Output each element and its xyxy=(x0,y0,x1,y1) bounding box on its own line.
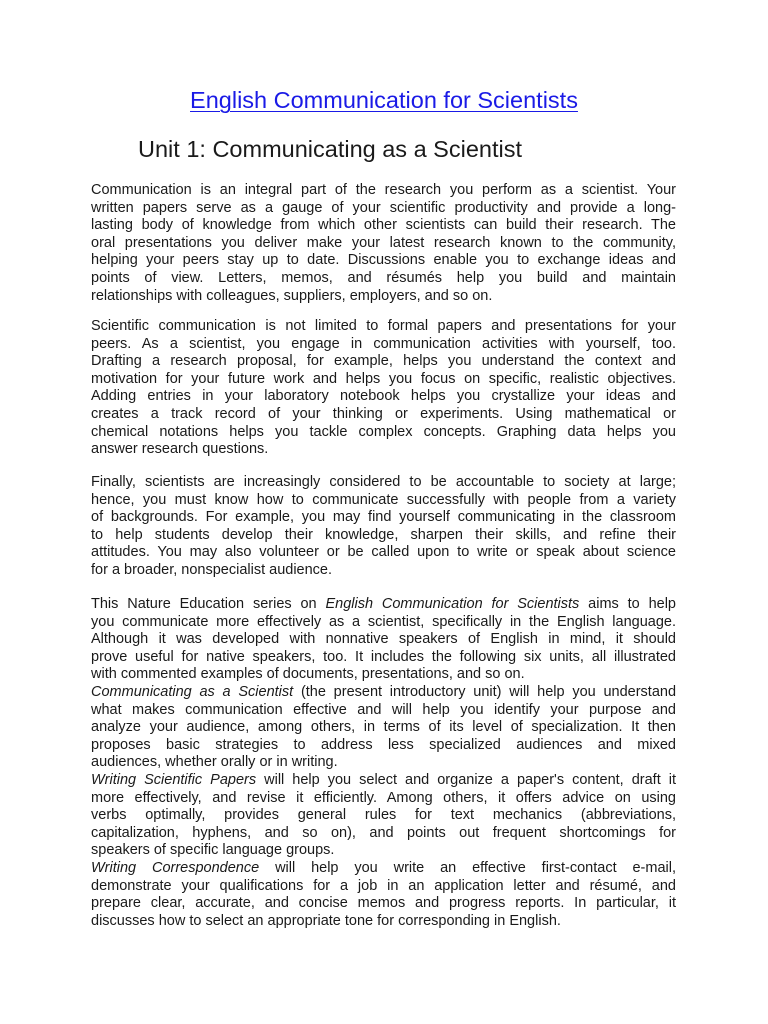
text-line: proposes basic strategies to address less specialized audiences and mixed xyxy=(91,736,676,753)
text-line: with commented examples of documents, presentations, and so on. xyxy=(91,666,525,683)
text-line: chemical notations helps you tackle complex concepts. Graphing data helps you xyxy=(91,423,676,440)
text-line: prepare clear, accurate, and concise memos and progress reports. In particular, it xyxy=(91,895,676,912)
text-line: attitudes. You may also volunteer or be called upon to write or speak about science xyxy=(91,544,676,561)
text-line: discusses how to select an appropriate tone for corresponding in English. xyxy=(91,912,561,929)
unit-description-writing-correspondence: Writing Correspondence will help you write an effective first-contact e-mail, xyxy=(91,859,676,876)
text-line: creates a track record of your thinking or experiments. Using mathematical or xyxy=(91,405,676,422)
paragraph-series-overview xyxy=(91,596,676,930)
paragraph-scientific-communication xyxy=(91,318,676,459)
text-line: capitalization, hyphens, and so on), and points out frequent shortcomings for xyxy=(91,824,676,841)
text-line: more effectively, and revise it efficiently. Among others, it offers advice on using xyxy=(91,789,676,806)
text-line: what makes communication effective and will help you identify your purpose and xyxy=(91,701,676,718)
text-line: oral presentations you deliver make your latest research known to the community, xyxy=(91,234,676,251)
text-line: relationships with colleagues, suppliers, employers, and so on. xyxy=(91,287,493,304)
unit-heading: Unit 1: Communicating as a Scientist xyxy=(138,136,522,162)
document-title-link[interactable]: English Communication for Scientists xyxy=(190,87,578,113)
series-title: English Communication for Scientists xyxy=(325,596,580,612)
text-line: Scientific communication is not limited to formal papers and presentations for your xyxy=(91,318,676,334)
text-line: Finally, scientists are increasingly considered to be accountable to society at large; xyxy=(91,474,676,490)
unit-description-communicating: Communicating as a Scientist (the present introductory unit) will help you understand xyxy=(91,683,676,700)
unit-name: Writing Scientific Papers xyxy=(91,771,257,788)
text-line: helping your peers stay up to date. Discussions enable you to exchange ideas and xyxy=(91,252,676,269)
text-line: hence, you must know how to communicate successfully with people from a variety xyxy=(91,491,676,508)
unit-name: Writing Correspondence xyxy=(91,859,260,876)
text-line: motivation for your future work and helps you focus on specific, realistic objectives. xyxy=(91,370,676,387)
text-line: This Nature Education series on English Communication for Scientists aims to help xyxy=(91,596,676,612)
text-line: peers. As a scientist, you engage in communication activities with yourself, too. xyxy=(91,335,676,352)
text-line: lasting body of knowledge from which other scientists can build their research. The xyxy=(91,217,676,234)
text-line: for a broader, nonspecialist audience. xyxy=(91,561,333,578)
text-line: Drafting a research proposal, for example, helps you understand the context and xyxy=(91,353,676,370)
text-line: demonstrate your qualifications for a job in an application letter and résumé, and xyxy=(91,877,676,894)
text-line: you communicate more effectively as a scientist, specifically in the English language. xyxy=(91,613,676,630)
text-line: answer research questions. xyxy=(91,441,269,458)
text-line: Adding entries in your laboratory notebook helps you crystallize your ideas and xyxy=(91,388,676,405)
text-line: prove useful for native speakers, too. It includes the following six units, all illustrated xyxy=(91,648,676,665)
text-line: audiences, whether orally or in writing. xyxy=(91,754,338,771)
paragraph-intro xyxy=(91,182,676,305)
text-line: verbs optimally, provides general rules for text mechanics (abbreviations, xyxy=(91,807,676,824)
text-line: written papers serve as a gauge of your scientific productivity and provide a long- xyxy=(91,199,676,216)
text-line: analyze your audience, among others, in terms of its level of specialization. It then xyxy=(91,719,676,736)
text-line: points of view. Letters, memos, and résumés help you build and maintain xyxy=(91,269,676,286)
text-line: speakers of specific language groups. xyxy=(91,842,335,859)
text-line: Although it was developed with nonnative speakers of English in mind, it should xyxy=(91,631,676,648)
text-line: of backgrounds. For example, you may find yourself communicating in the classroom xyxy=(91,509,676,526)
unit-name: Communicating as a Scientist xyxy=(91,683,294,700)
text-line: Communication is an integral part of the research you perform as a scientist. Your xyxy=(91,182,676,198)
text-line: to help students develop their knowledge, sharpen their skills, and refine their xyxy=(91,526,676,543)
unit-description-writing-papers: Writing Scientific Papers will help you select and organize a paper's content, draft it xyxy=(91,771,676,788)
paragraph-accountability xyxy=(91,474,676,580)
